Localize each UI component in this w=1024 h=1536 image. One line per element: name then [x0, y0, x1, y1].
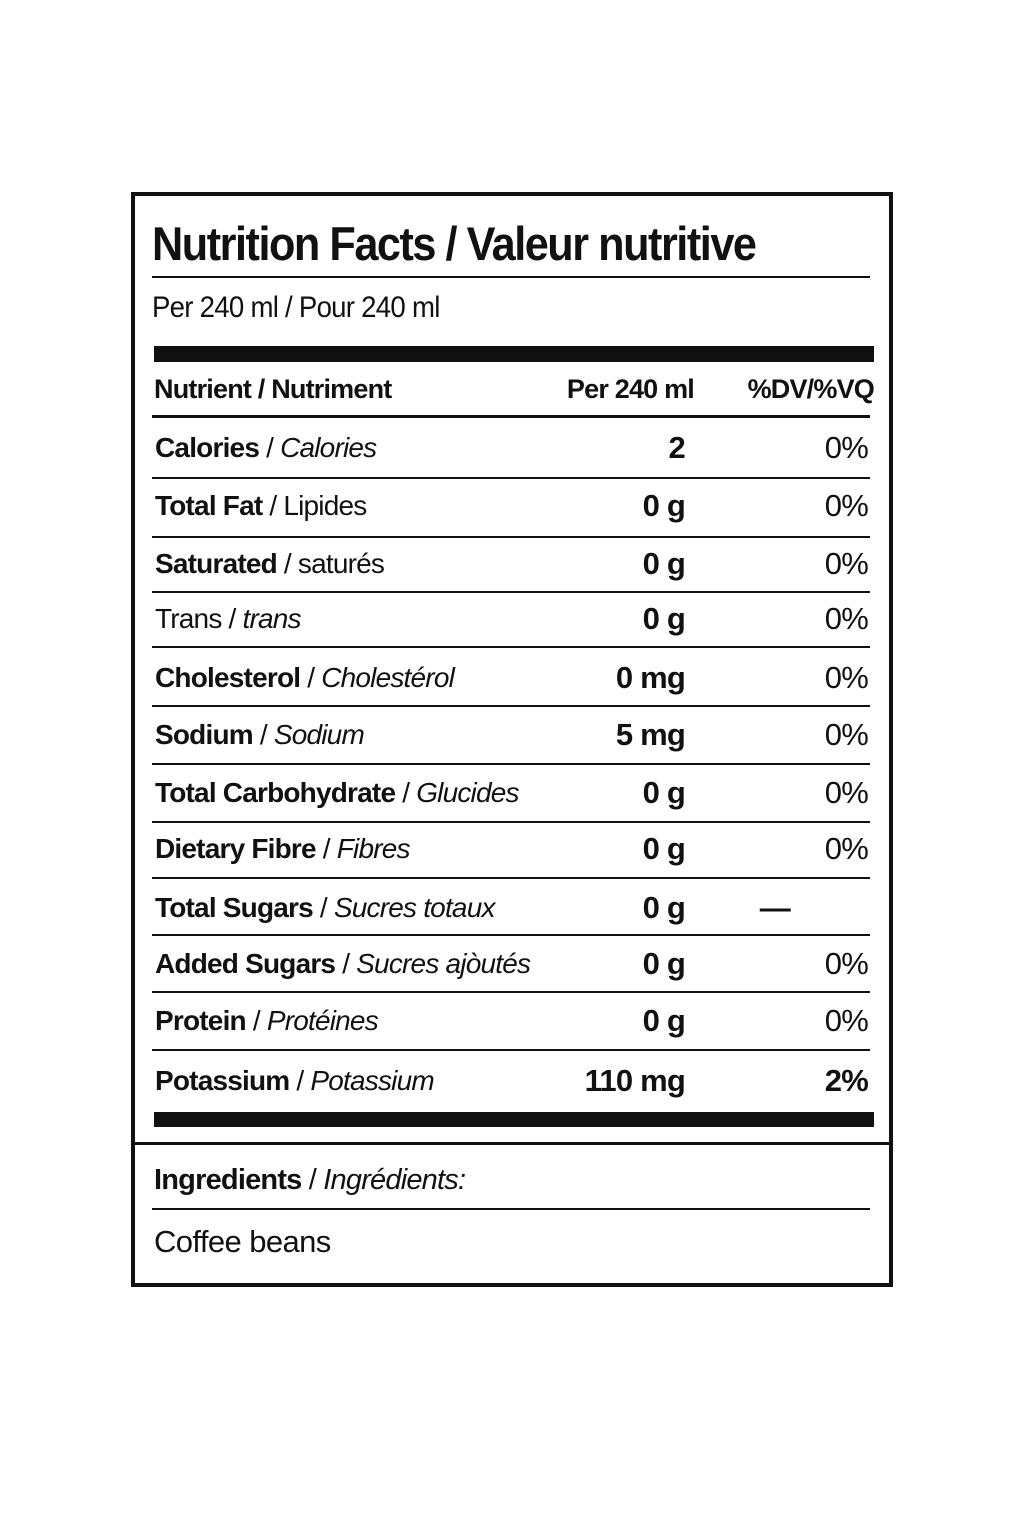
nutrient-amount: 0 g: [642, 775, 685, 810]
nutrient-name: Calories / Calories: [155, 432, 377, 463]
ingredients-list: Coffee beans: [154, 1224, 331, 1259]
nutrient-name-en: Sodium: [155, 719, 253, 750]
thick-divider-bottom: [154, 1112, 874, 1127]
nutrient-dv: 0%: [824, 546, 868, 581]
nutrient-amount: 0 g: [642, 890, 685, 925]
nutrient-name-fr: saturés: [297, 548, 385, 579]
label-title: Nutrition Facts / Valeur nutritive: [152, 217, 756, 270]
nutrient-dv: 0%: [824, 831, 868, 866]
nutrient-dv: 0%: [824, 717, 868, 752]
nutrient-name-en: Cholesterol: [155, 662, 301, 693]
nutrient-name-fr: trans: [242, 603, 301, 634]
nutrient-row-trans: [152, 593, 870, 649]
nutrient-name-fr: Fibres: [336, 833, 410, 864]
nutrient-amount: 5 mg: [615, 717, 685, 752]
nutrient-amount: 0 mg: [615, 660, 685, 695]
nutrient-row-potassium: [152, 1055, 870, 1111]
nutrient-amount: 0 g: [642, 946, 685, 981]
ingredients-heading-en: Ingredients: [154, 1164, 302, 1196]
nutrient-name-en: Added Sugars: [155, 948, 336, 979]
nutrient-dv: 0%: [824, 430, 868, 465]
nutrient-name-fr: Protéines: [266, 1005, 378, 1036]
nutrient-name-en: Total Fat: [155, 490, 263, 521]
thick-divider-top: [154, 346, 874, 362]
header-nutrient: Nutrient / Nutriment: [154, 374, 392, 404]
nutrient-name-en: Dietary Fibre: [155, 833, 316, 864]
nutrient-name-fr: Cholestérol: [321, 662, 455, 693]
table-header: [152, 370, 874, 414]
nutrient-name: Saturated / saturés: [155, 548, 385, 579]
nutrient-name-fr: Glucides: [416, 777, 519, 808]
nutrient-amount: 0 g: [642, 831, 685, 866]
nutrient-row-carbohydrate: [152, 767, 870, 823]
nutrient-name-fr: Sucres ajòutés: [356, 948, 531, 979]
nutrient-amount: 0 g: [642, 546, 685, 581]
nutrition-facts-label: [131, 192, 893, 1287]
row-divider: [152, 877, 870, 879]
nutrient-amount: 110 mg: [584, 1063, 685, 1098]
row-divider: [152, 477, 870, 479]
nutrient-name-en: Potassium: [155, 1065, 290, 1096]
header-amount: Per 240 ml: [566, 374, 694, 404]
nutrient-dv: 0%: [824, 660, 868, 695]
nutrient-amount: 0 g: [642, 488, 685, 523]
row-divider: [152, 934, 870, 936]
nutrient-name-en: Saturated: [155, 548, 277, 579]
nutrient-name-fr: Potassium: [310, 1065, 434, 1096]
nutrient-row-added-sugars: [152, 938, 870, 994]
row-divider: [152, 763, 870, 765]
nutrient-name-fr: Sucres totaux: [333, 892, 495, 923]
row-divider: [152, 991, 870, 993]
nutrient-dv: 0%: [824, 775, 868, 810]
nutrient-name-en: Trans: [155, 603, 222, 634]
nutrient-name: Sodium / Sodium: [155, 719, 364, 750]
serving-size: Per 240 ml / Pour 240 ml: [152, 291, 440, 324]
nutrient-name-fr: Lipides: [283, 490, 367, 521]
nutrient-name: Potassium / Potassium: [155, 1065, 434, 1096]
title-rule: [152, 276, 870, 278]
nutrient-name: Dietary Fibre / Fibres: [155, 833, 410, 864]
nutrient-row-cholesterol: [152, 652, 870, 708]
nutrient-name: Protein / Protéines: [155, 1005, 378, 1036]
nutrient-name-en: Total Sugars: [155, 892, 313, 923]
nutrient-name: Trans / trans: [155, 603, 301, 634]
nutrient-amount: 2: [668, 430, 685, 465]
nutrient-row-sodium: [152, 709, 870, 765]
ingredients-rule: [152, 1208, 870, 1210]
nutrient-dv: —: [759, 890, 790, 925]
nutrient-name: Cholesterol / Cholestérol: [155, 662, 455, 693]
nutrient-dv: 0%: [824, 1003, 868, 1038]
header-rule: [152, 415, 870, 418]
nutrient-dv: 0%: [824, 601, 868, 636]
nutrient-amount: 0 g: [642, 1003, 685, 1038]
row-divider: [152, 705, 870, 707]
row-divider: [152, 646, 870, 648]
nutrient-row-calories: [152, 422, 870, 478]
nutrient-name: Added Sugars / Sucres ajòutés: [155, 948, 531, 979]
nutrient-row-saturated: [152, 538, 870, 594]
ingredients-heading-fr: Ingrédients:: [323, 1164, 466, 1196]
row-divider: [152, 1049, 870, 1051]
nutrient-dv: 0%: [824, 488, 868, 523]
header-dv: %DV/%VQ: [747, 374, 874, 404]
nutrient-dv: 0%: [824, 946, 868, 981]
ingredients-section-rule: [135, 1142, 889, 1145]
ingredients-heading: Ingredients / Ingrédients:: [154, 1164, 466, 1196]
nutrient-row-fibre: [152, 823, 870, 879]
nutrient-name: Total Carbohydrate / Glucides: [155, 777, 519, 808]
nutrient-name-en: Protein: [155, 1005, 246, 1036]
nutrient-name: Total Sugars / Sucres totaux: [155, 892, 495, 923]
nutrient-name-fr: Sodium: [273, 719, 364, 750]
nutrient-row-total-fat: [152, 480, 870, 536]
nutrient-name: Total Fat / Lipides: [155, 490, 367, 521]
nutrient-name-fr: Calories: [280, 432, 377, 463]
nutrient-name-en: Calories: [155, 432, 260, 463]
nutrient-row-total-sugars: [152, 882, 870, 938]
nutrient-amount: 0 g: [642, 601, 685, 636]
nutrient-dv: 2%: [824, 1063, 868, 1098]
nutrient-name-en: Total Carbohydrate: [155, 777, 396, 808]
nutrient-row-protein: [152, 995, 870, 1051]
